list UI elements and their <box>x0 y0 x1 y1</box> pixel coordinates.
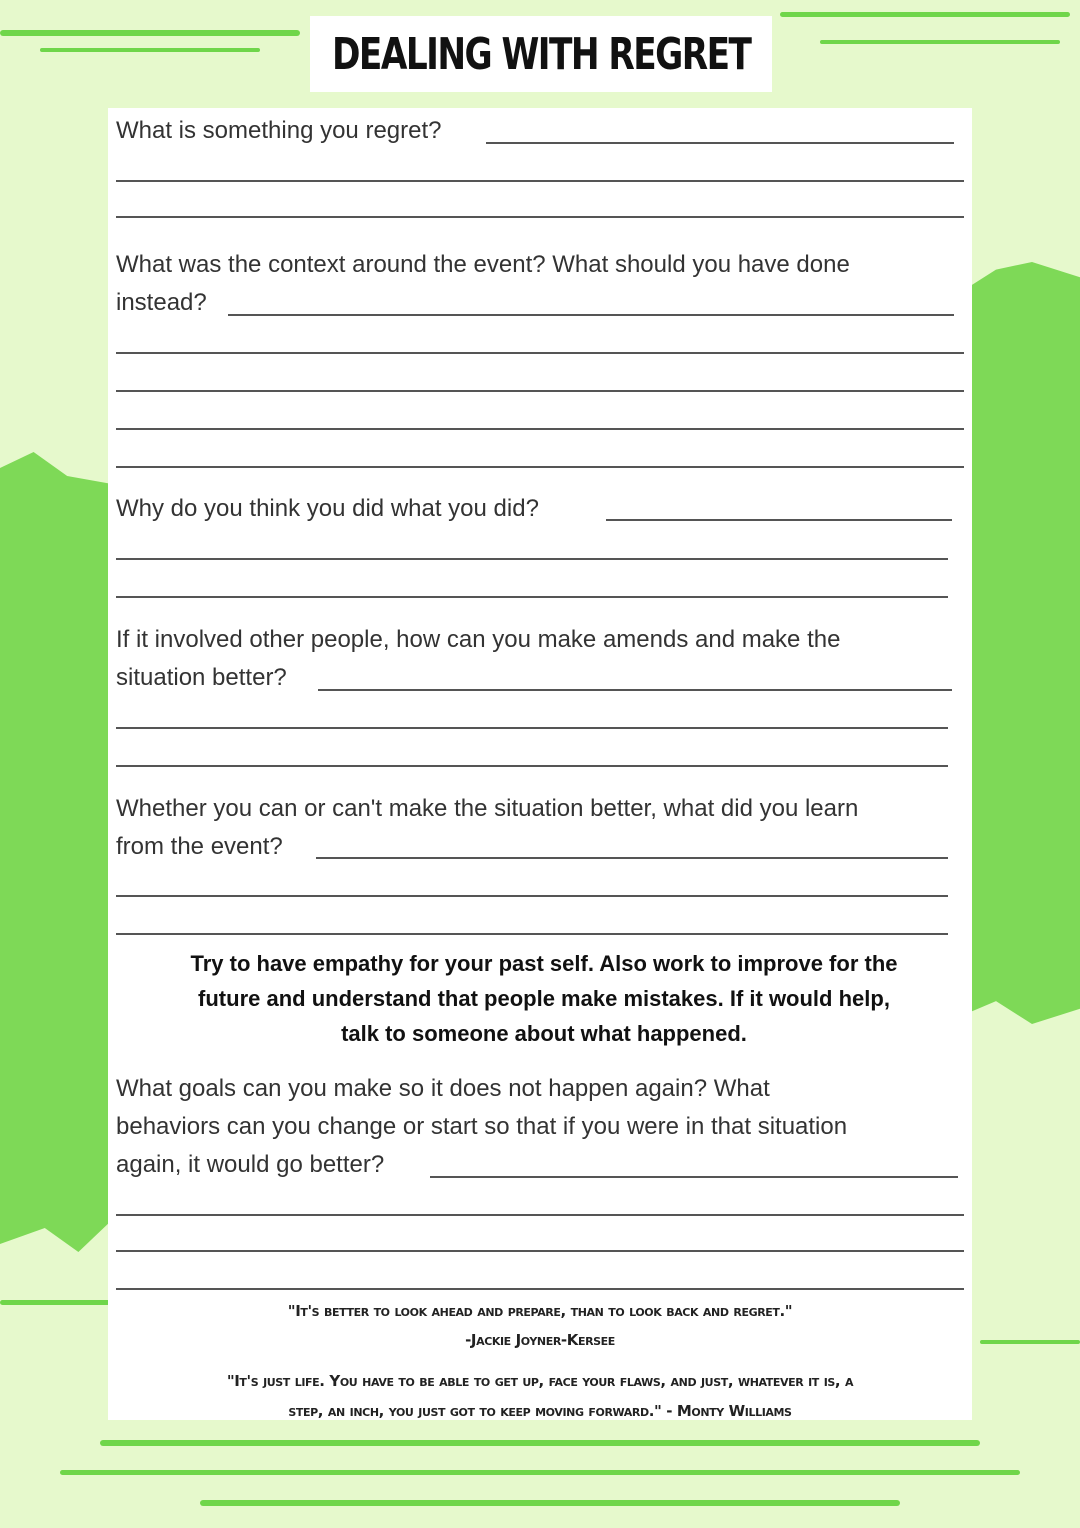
question-1: What is something you regret? <box>116 117 442 144</box>
quote-2-line-2: step, an inch, you just got to keep moving forward." - Monty Williams <box>288 1402 792 1420</box>
quote-1-text: "It's better to look ahead and prepare, than to look back and regret." <box>287 1302 793 1320</box>
answer-line[interactable] <box>316 857 948 859</box>
answer-line[interactable] <box>318 689 952 691</box>
answer-line[interactable] <box>116 727 948 729</box>
worksheet-panel <box>108 108 972 1420</box>
answer-line[interactable] <box>116 1288 964 1290</box>
question-2-line-1: What was the context around the event? What should you have done <box>116 251 850 278</box>
answer-line[interactable] <box>116 596 948 598</box>
answer-line[interactable] <box>116 558 948 560</box>
page-title: DEALING WITH REGRET <box>331 28 751 80</box>
question-2-line-2: instead? <box>116 289 207 316</box>
question-3: Why do you think you did what you did? <box>116 495 539 522</box>
answer-line[interactable] <box>116 933 948 935</box>
answer-line[interactable] <box>606 519 952 521</box>
answer-line[interactable] <box>116 216 964 218</box>
answer-line[interactable] <box>116 428 964 430</box>
empathy-note-line-3: talk to someone about what happened. <box>341 1021 747 1046</box>
title-banner <box>310 16 772 92</box>
answer-line[interactable] <box>116 1214 964 1216</box>
question-6-line-1: What goals can you make so it does not happen again? What <box>116 1075 770 1102</box>
answer-line[interactable] <box>430 1176 958 1178</box>
answer-line[interactable] <box>116 1250 964 1252</box>
question-6-line-3: again, it would go better? <box>116 1151 385 1178</box>
question-5-line-2: from the event? <box>116 833 283 860</box>
right-green-brush <box>960 262 1080 1024</box>
empathy-note-line-2: future and understand that people make mistakes. If it would help, <box>198 986 890 1011</box>
answer-line[interactable] <box>116 765 948 767</box>
question-4-line-1: If it involved other people, how can you make amends and make the <box>116 626 841 653</box>
answer-line[interactable] <box>116 466 964 468</box>
question-5-line-1: Whether you can or can't make the situation better, what did you learn <box>116 795 859 822</box>
empathy-note-line-1: Try to have empathy for your past self. Also work to improve for the <box>190 951 898 976</box>
answer-line[interactable] <box>116 180 964 182</box>
answer-line[interactable] <box>116 390 964 392</box>
question-6-line-2: behaviors can you change or start so that if you were in that situation <box>116 1113 848 1140</box>
quote-2-line-1: "It's just life. You have to be able to get up, face your flaws, and just, whatever it is, a <box>226 1372 854 1390</box>
answer-line[interactable] <box>486 142 954 144</box>
quote-1-author: -Jackie Joyner-Kersee <box>465 1331 615 1349</box>
answer-line[interactable] <box>116 895 948 897</box>
question-4-line-2: situation better? <box>116 664 287 691</box>
answer-line[interactable] <box>228 314 954 316</box>
left-green-brush <box>0 452 112 1252</box>
answer-line[interactable] <box>116 352 964 354</box>
